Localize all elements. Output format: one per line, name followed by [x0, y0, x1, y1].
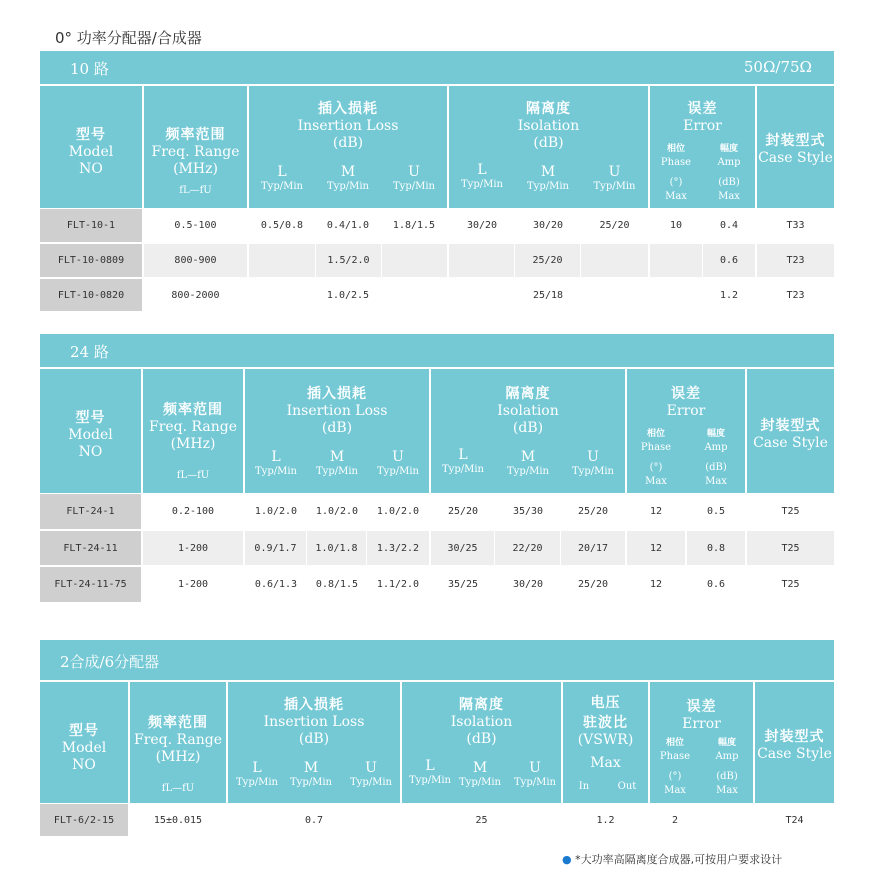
- freq-cn: 频率范围: [163, 402, 223, 418]
- iso-m-cell: 25/18: [532, 289, 564, 301]
- iso-m: M Typ/Min: [527, 164, 569, 192]
- header-model: [40, 369, 141, 493]
- case-cell: T23: [757, 244, 834, 277]
- il-cn: 插入损耗: [284, 697, 344, 713]
- il-m-cell: 0.8/1.5: [315, 579, 359, 590]
- case-cn: 封装型式: [760, 418, 821, 434]
- header-isolation: [402, 682, 561, 803]
- header-isolation: [449, 86, 648, 208]
- model-cell: FLT-10-1: [40, 209, 142, 242]
- freq-en: Freq. Range: [151, 144, 240, 160]
- header-insertion-loss: [249, 86, 447, 208]
- header-model: [40, 682, 128, 803]
- case-cell: T25: [781, 579, 800, 590]
- iso-u-cell: [581, 244, 648, 277]
- table-row: [40, 279, 834, 311]
- iso-u: U Typ/Min: [593, 164, 636, 192]
- freq-sub: fL—fU: [179, 185, 212, 196]
- err-phase: 相位 Phase (°) Max: [659, 738, 691, 796]
- table-row: [40, 567, 834, 602]
- amp-cell: 0.6: [703, 244, 755, 277]
- vswr-out: Out: [617, 781, 637, 792]
- phase-cell: 12: [649, 579, 663, 590]
- model-cn: 型号: [75, 410, 106, 426]
- phase-cell: 2: [671, 814, 679, 826]
- iso-m: M Typ/Min: [507, 449, 549, 477]
- table-row: [40, 804, 834, 836]
- header-freq: [144, 86, 247, 208]
- err-amp: 幅度 Amp (dB) Max: [715, 738, 739, 796]
- model-en: Model: [61, 740, 107, 756]
- iso-u-cell: 25/20: [599, 220, 630, 231]
- section-bar: [40, 334, 834, 367]
- iso-en: Isolation: [450, 714, 513, 730]
- model-en: Model: [68, 427, 113, 443]
- il-l: L Typ/Min: [255, 449, 297, 477]
- iso-en: Isolation: [517, 118, 580, 134]
- err-phase: 相位 Phase (°) Max: [640, 429, 672, 487]
- il-en: Insertion Loss: [297, 118, 399, 134]
- il-m-cell: 1.0/1.8: [307, 531, 366, 565]
- iso-unit: (dB): [466, 731, 497, 747]
- il-l-cell: [249, 279, 315, 311]
- case-en: Case Style: [757, 746, 832, 762]
- case-cell: T25: [781, 506, 800, 517]
- il-l-cell: 1.0/2.0: [254, 506, 298, 517]
- il-u-cell: [382, 244, 447, 277]
- freq-cell: 800-900: [144, 244, 247, 277]
- model-cell: FLT-24-11-75: [40, 567, 141, 602]
- il-m-cell: 1.0/2.5: [326, 289, 370, 301]
- header-error: [650, 86, 755, 208]
- il-l-cell: 0.5/0.8: [260, 220, 304, 231]
- iso-cn: 隔离度: [526, 101, 571, 117]
- section-label: 2合成/6分配器: [60, 653, 160, 671]
- table-row: [40, 209, 834, 242]
- iso-cn: 隔离度: [459, 697, 504, 713]
- il-u: U Typ/Min: [350, 760, 392, 788]
- freq-unit: (MHz): [155, 749, 201, 765]
- model-cell: FLT-6/2-15: [40, 804, 128, 836]
- vswr-cn2: 驻波比: [583, 715, 628, 731]
- model-no: NO: [72, 757, 96, 773]
- case-cell: T23: [786, 289, 805, 301]
- freq-cell: 15±0.015: [153, 814, 203, 826]
- freq-cell: 800-2000: [171, 289, 220, 301]
- iso-l-cell: 35/25: [447, 579, 479, 590]
- iso-l-cell: [449, 279, 515, 311]
- il-u-cell: 1.3/2.2: [367, 531, 429, 565]
- header-error: [650, 682, 753, 803]
- err-amp: 幅度 Amp (dB) Max: [704, 429, 728, 487]
- freq-cn: 频率范围: [148, 715, 208, 731]
- iso-l-cell: 25/20: [447, 506, 479, 517]
- il-l: L Typ/Min: [236, 760, 278, 788]
- header-model: [40, 86, 142, 208]
- section-label: 24 路: [70, 343, 109, 361]
- model-cell: FLT-10-0809: [40, 244, 142, 277]
- header-case: [755, 682, 834, 803]
- section-bar: [40, 640, 834, 680]
- phase-cell: [650, 244, 702, 277]
- iso-u-cell: 25/20: [577, 506, 609, 517]
- iso-u-cell: 25/20: [577, 579, 609, 590]
- section-label: 10 路: [70, 60, 109, 78]
- amp-cell: 0.8: [687, 531, 745, 565]
- il-l-cell: [249, 244, 315, 277]
- freq-unit: (MHz): [170, 436, 216, 452]
- section-2x6-combiner: [40, 640, 834, 836]
- case-cell: T24: [785, 814, 804, 826]
- footnote: [562, 851, 782, 867]
- model-cn: 型号: [76, 127, 106, 143]
- il-u: U Typ/Min: [393, 164, 435, 192]
- err-cn: 误差: [687, 101, 718, 117]
- iso-m-cell: 25/20: [515, 244, 580, 277]
- case-en: Case Style: [758, 150, 833, 166]
- amp-cell: 0.5: [706, 506, 726, 517]
- header-insertion-loss: [245, 369, 429, 493]
- il-m: M Typ/Min: [316, 449, 358, 477]
- table-body: [40, 209, 834, 311]
- header-insertion-loss: [228, 682, 400, 803]
- freq-unit: (MHz): [173, 161, 218, 177]
- il-u-cell: 1.8/1.5: [392, 220, 436, 231]
- amp-cell: 0.4: [719, 220, 739, 231]
- table-body: [40, 804, 834, 836]
- header-freq: [130, 682, 226, 803]
- header-freq: [143, 369, 243, 493]
- iso-l-cell: 30/25: [431, 531, 494, 565]
- iso-en: Isolation: [497, 403, 559, 419]
- il-u-cell: 1.1/2.0: [376, 579, 420, 590]
- iso-m-cell: 22/20: [495, 531, 560, 565]
- err-en: Error: [683, 118, 722, 134]
- freq-sub: fL—fU: [176, 470, 210, 481]
- model-en: Model: [68, 144, 114, 160]
- model-cell: FLT-24-11: [40, 531, 141, 565]
- bullet-icon: ●: [562, 853, 572, 866]
- il-l-cell: 0.6/1.3: [254, 579, 298, 590]
- freq-en: Freq. Range: [133, 732, 223, 748]
- il-m-cell: 1.0/2.0: [315, 506, 359, 517]
- iso-cell: 25: [475, 814, 488, 826]
- table-row: [40, 244, 834, 277]
- case-cn: 封装型式: [765, 133, 826, 149]
- vswr-cell: 1.2: [596, 814, 615, 826]
- il-u-cell: [381, 279, 447, 311]
- freq-cell: 0.2-100: [171, 506, 215, 517]
- il-u-cell: 1.0/2.0: [376, 506, 420, 517]
- phase-cell: 12: [649, 506, 663, 517]
- model-no: NO: [79, 161, 103, 177]
- phase-cell: 10: [669, 220, 683, 231]
- amp-cell: 0.6: [706, 579, 726, 590]
- il-m: M Typ/Min: [327, 164, 369, 192]
- section-10-way: [40, 51, 834, 311]
- iso-unit: (dB): [533, 135, 564, 151]
- model-cn: 型号: [69, 723, 99, 739]
- freq-en: Freq. Range: [148, 419, 238, 435]
- iso-l: L Typ/Min: [461, 162, 503, 190]
- il-unit: (dB): [332, 135, 364, 151]
- case-en: Case Style: [753, 435, 828, 451]
- err-en: Error: [682, 716, 721, 732]
- il-unit: (dB): [298, 731, 330, 747]
- vswr-in: In: [578, 781, 590, 792]
- table-row: [40, 494, 834, 529]
- phase-cell: 12: [627, 531, 685, 565]
- iso-m-cell: 30/20: [512, 579, 544, 590]
- freq-cell: 1-200: [143, 531, 243, 565]
- iso-m: M Typ/Min: [459, 760, 501, 788]
- phase-cell: [650, 279, 702, 311]
- err-cn: 误差: [671, 386, 701, 402]
- il-m-cell: 1.5/2.0: [316, 244, 381, 277]
- iso-l-cell: [449, 244, 514, 277]
- table-header: [40, 86, 834, 208]
- vswr-en: (VSWR): [577, 732, 634, 748]
- header-vswr: [563, 682, 648, 803]
- vswr-max: Max: [590, 755, 621, 771]
- header-isolation: [431, 369, 625, 493]
- section-24-way: [40, 334, 834, 602]
- err-phase: 相位 Phase (°) Max: [660, 144, 692, 202]
- iso-u: U Typ/Min: [572, 449, 614, 477]
- table-row: [40, 531, 834, 565]
- il-l-cell: 0.9/1.7: [245, 531, 306, 565]
- model-cell: FLT-24-1: [40, 494, 141, 529]
- amp-cell: 1.2: [719, 289, 739, 301]
- il-cell: 0.7: [304, 814, 324, 826]
- freq-sub: fL—fU: [161, 783, 195, 794]
- iso-unit: (dB): [512, 420, 544, 436]
- case-cell: T33: [786, 220, 805, 231]
- case-cn: 封装型式: [764, 729, 825, 745]
- il-cn: 插入损耗: [318, 101, 378, 117]
- il-en: Insertion Loss: [286, 403, 388, 419]
- section-bar: [40, 51, 834, 84]
- model-no: NO: [78, 444, 103, 460]
- il-unit: (dB): [321, 420, 353, 436]
- freq-cell: 0.5-100: [174, 220, 217, 231]
- iso-cn: 隔离度: [505, 386, 551, 402]
- impedance-label: 50Ω/75Ω: [743, 58, 812, 76]
- model-cell: FLT-10-0820: [40, 279, 142, 311]
- footnote-text: *大功率高隔离度合成器,可按用户要求设计: [575, 853, 783, 866]
- il-u: U Typ/Min: [377, 449, 419, 477]
- err-amp: 幅度 Amp (dB) Max: [717, 144, 741, 202]
- iso-l: L Typ/Min: [409, 758, 451, 786]
- iso-l: L Typ/Min: [442, 447, 484, 475]
- il-cn: 插入损耗: [307, 386, 367, 402]
- iso-u-cell: 20/17: [561, 531, 625, 565]
- freq-cn: 频率范围: [165, 127, 226, 143]
- err-en: Error: [666, 403, 706, 419]
- err-cn: 误差: [686, 699, 717, 715]
- iso-m-cell: 35/30: [512, 506, 544, 517]
- table-header: [40, 682, 834, 803]
- case-cell: T25: [747, 531, 834, 565]
- freq-cell: 1-200: [177, 579, 209, 590]
- iso-l-cell: 30/20: [466, 220, 498, 231]
- vswr-cn1: 电压: [590, 695, 621, 711]
- il-m-cell: 0.4/1.0: [326, 220, 370, 231]
- header-case: [747, 369, 834, 493]
- table-body: [40, 494, 834, 602]
- header-case: [757, 86, 834, 208]
- iso-m-cell: 30/20: [532, 220, 564, 231]
- page-title: 0° 功率分配器/合成器: [55, 29, 202, 47]
- header-error: [627, 369, 745, 493]
- il-en: Insertion Loss: [263, 714, 365, 730]
- iso-u-cell: [581, 279, 648, 311]
- il-l: L Typ/Min: [261, 164, 303, 192]
- il-m: M Typ/Min: [290, 760, 332, 788]
- table-header: [40, 369, 834, 493]
- iso-u: U Typ/Min: [514, 760, 556, 788]
